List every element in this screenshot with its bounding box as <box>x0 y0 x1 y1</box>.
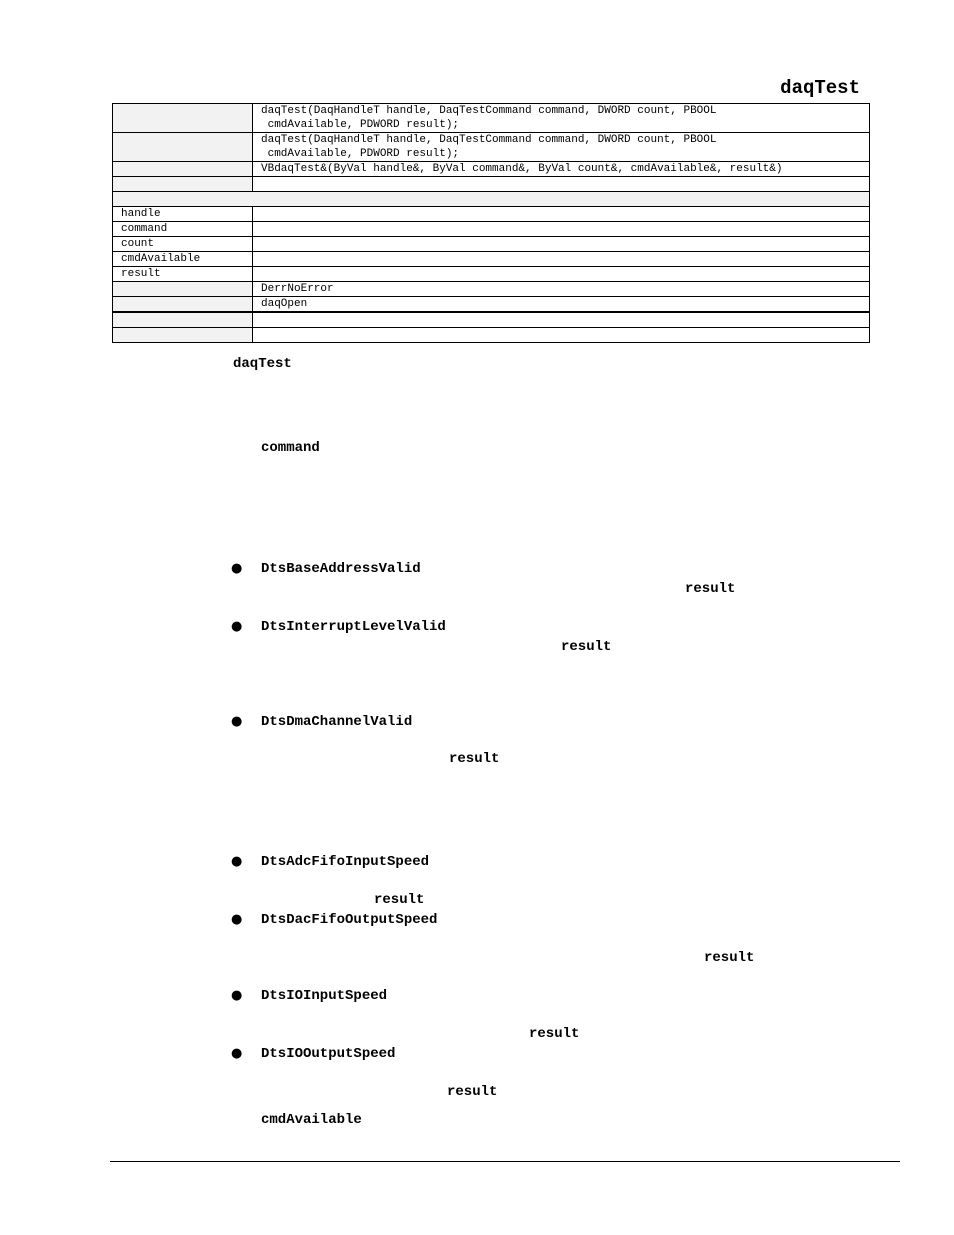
returns-cell: DerrNoError <box>253 282 870 297</box>
bullet-icon: ● <box>231 912 243 927</box>
param-desc-cell <box>253 267 870 282</box>
table-row <box>113 104 870 133</box>
table-section-cell <box>113 192 870 207</box>
list-item: DtsDmaChannelValid <box>261 714 413 730</box>
bullet-icon: ● <box>231 854 243 869</box>
table-label-cell <box>113 328 253 343</box>
table-row <box>113 297 870 313</box>
table-row <box>113 282 870 297</box>
param-name-cell: handle <box>113 207 253 222</box>
table-row <box>113 252 870 267</box>
table-label-cell <box>113 162 253 177</box>
result-keyword: result <box>449 751 500 767</box>
table-row <box>113 312 870 328</box>
table-label-cell <box>113 133 253 162</box>
result-keyword: result <box>529 1026 580 1042</box>
footer-rule <box>110 1161 900 1162</box>
table-row <box>113 177 870 192</box>
table-label-cell <box>113 312 253 328</box>
param-name-cell: result <box>113 267 253 282</box>
delphi-prototype-cell: daqTest(DaqHandleT handle, DaqTestCommand command, DWORD count, PBOOL cmdAvailable, PDWORD result); <box>253 133 870 162</box>
table-row <box>113 133 870 162</box>
list-item: DtsInterruptLevelValid <box>261 619 446 635</box>
param-desc-cell <box>253 252 870 267</box>
bullet-icon: ● <box>231 1046 243 1061</box>
result-keyword: result <box>685 581 736 597</box>
param-name-cell: count <box>113 237 253 252</box>
param-name-cell: command <box>113 222 253 237</box>
prerequisite-cell: daqOpen <box>253 297 870 313</box>
table-row <box>113 328 870 343</box>
bullet-icon: ● <box>231 714 243 729</box>
list-item: DtsDacFifoOutputSpeed <box>261 912 438 928</box>
table-row <box>113 207 870 222</box>
table-label-cell <box>113 104 253 133</box>
param-desc-cell <box>253 207 870 222</box>
function-reference-table <box>112 103 870 343</box>
table-row <box>113 222 870 237</box>
list-item: DtsAdcFifoInputSpeed <box>261 854 430 870</box>
table-value-cell <box>253 177 870 192</box>
intro-keyword: daqTest <box>233 356 292 372</box>
command-keyword: command <box>261 440 320 456</box>
param-desc-cell <box>253 237 870 252</box>
table-label-cell <box>113 282 253 297</box>
param-name-cell: cmdAvailable <box>113 252 253 267</box>
table-row <box>113 162 870 177</box>
result-keyword: result <box>704 950 755 966</box>
table-row <box>113 267 870 282</box>
bullet-icon: ● <box>231 619 243 634</box>
result-keyword: result <box>561 639 612 655</box>
result-keyword: result <box>447 1084 498 1100</box>
bullet-icon: ● <box>231 561 243 576</box>
table-row <box>113 237 870 252</box>
table-value-cell <box>253 328 870 343</box>
list-item: DtsIOOutputSpeed <box>261 1046 396 1062</box>
c-prototype-cell: daqTest(DaqHandleT handle, DaqTestCommand command, DWORD count, PBOOL cmdAvailable, PDWORD result); <box>253 104 870 133</box>
cmd-available-keyword: cmdAvailable <box>261 1112 362 1128</box>
page-title: daqTest <box>780 77 860 99</box>
table-label-cell <box>113 177 253 192</box>
list-item: DtsIOInputSpeed <box>261 988 388 1004</box>
table-value-cell <box>253 312 870 328</box>
table-label-cell <box>113 297 253 313</box>
result-keyword: result <box>374 892 425 908</box>
table-section-row <box>113 192 870 207</box>
vb-prototype-cell: VBdaqTest&(ByVal handle&, ByVal command&, ByVal count&, cmdAvailable&, result&) <box>253 162 870 177</box>
list-item: DtsBaseAddressValid <box>261 561 421 577</box>
bullet-icon: ● <box>231 988 243 1003</box>
param-desc-cell <box>253 222 870 237</box>
